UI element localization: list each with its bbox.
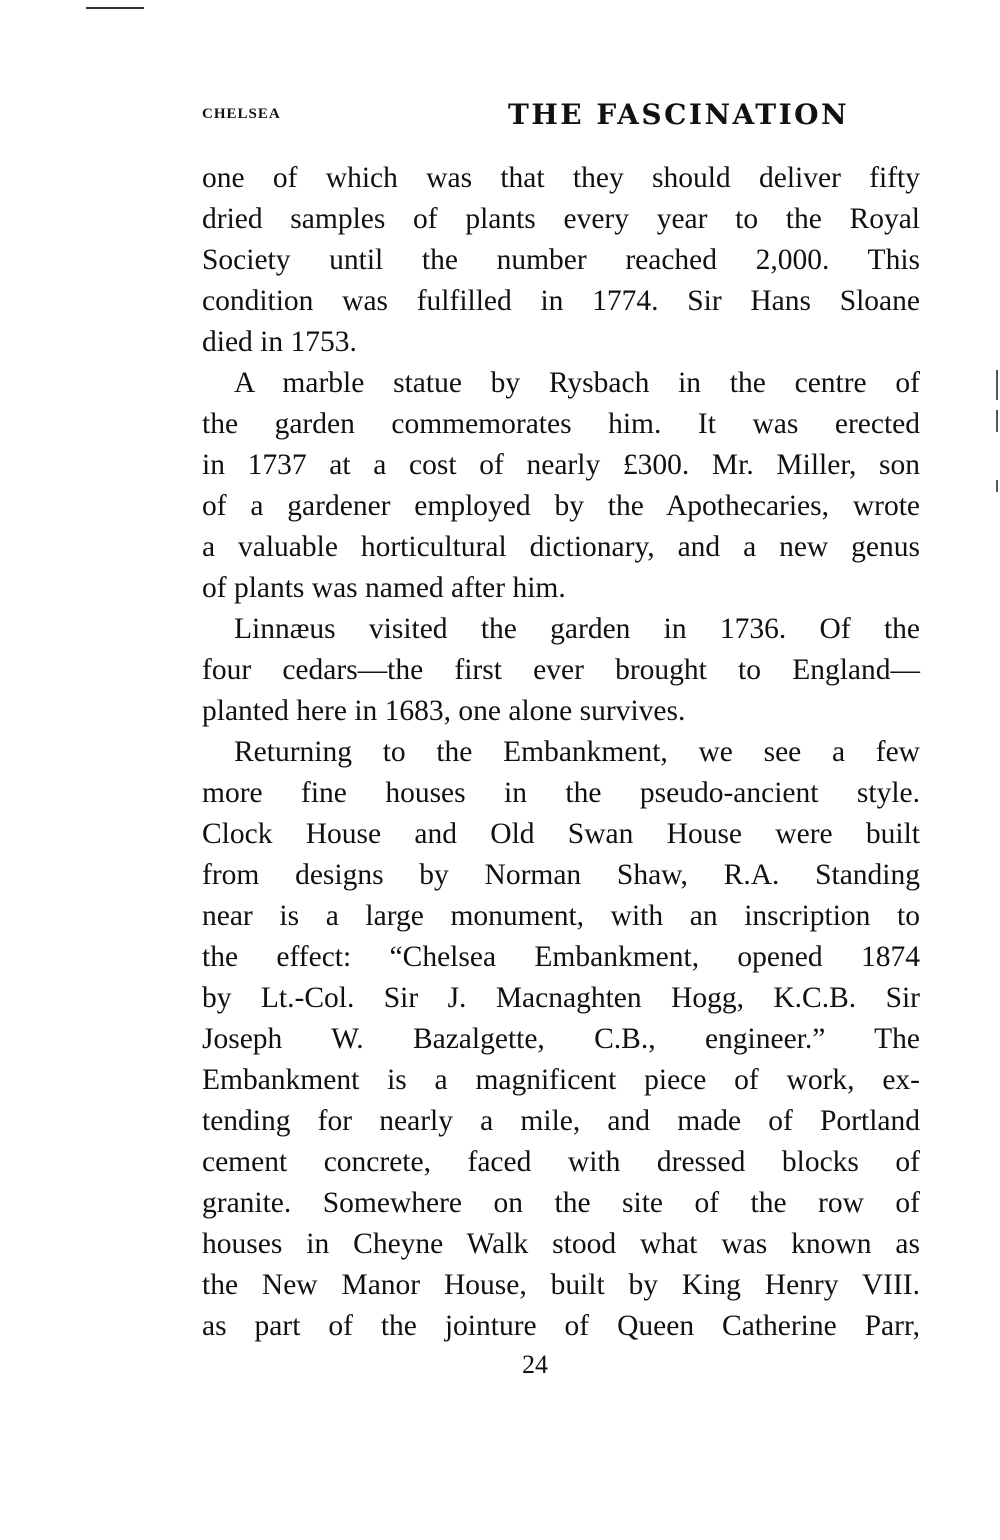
text-line: the garden commemorates him. It was erected bbox=[202, 408, 920, 440]
text-line: in 1737 at a cost of nearly £300. Mr. Miller, son bbox=[202, 449, 920, 481]
text-line: Linnæus visited the garden in 1736. Of the bbox=[234, 613, 920, 645]
text-line: died in 1753. bbox=[202, 326, 357, 358]
page-number: 24 bbox=[522, 1350, 548, 1379]
text-line: houses in Cheyne Walk stood what was known as bbox=[202, 1228, 920, 1260]
scan-mark bbox=[86, 7, 144, 9]
text-line: Clock House and Old Swan House were built bbox=[202, 818, 920, 850]
text-line: Returning to the Embankment, we see a few bbox=[234, 736, 920, 768]
body-text bbox=[202, 158, 920, 1347]
text-line: Society until the number reached 2,000. This bbox=[202, 244, 920, 276]
text-line: the New Manor House, built by King Henry VIII. bbox=[202, 1269, 920, 1301]
text-line: granite. Somewhere on the site of the row of bbox=[202, 1187, 920, 1219]
text-line: tending for nearly a mile, and made of Portland bbox=[202, 1105, 920, 1137]
text-line: planted here in 1683, one alone survives. bbox=[202, 695, 686, 727]
text-line: near is a large monument, with an inscription to bbox=[202, 900, 920, 932]
text-line: A marble statue by Rysbach in the centre of bbox=[234, 367, 920, 399]
text-line: of a gardener employed by the Apothecaries, wrote bbox=[202, 490, 920, 522]
scan-speck bbox=[996, 370, 998, 400]
text-line: by Lt.-Col. Sir J. Macnaghten Hogg, K.C.B. Sir bbox=[202, 982, 920, 1014]
text-line: condition was fulfilled in 1774. Sir Hans Sloane bbox=[202, 285, 920, 317]
running-head-left: CHELSEA bbox=[202, 106, 281, 122]
text-line: Embankment is a magnificent piece of work, ex- bbox=[202, 1064, 920, 1096]
text-line: four cedars—the first ever brought to England— bbox=[202, 654, 920, 686]
text-line: cement concrete, faced with dressed blocks of bbox=[202, 1146, 920, 1178]
text-line: as part of the jointure of Queen Catherine Parr, bbox=[202, 1310, 920, 1342]
text-line: Joseph W. Bazalgette, C.B., engineer.” The bbox=[202, 1023, 920, 1055]
text-line: from designs by Norman Shaw, R.A. Standing bbox=[202, 859, 920, 891]
text-line: one of which was that they should deliver fifty bbox=[202, 162, 920, 194]
text-line: the effect: “Chelsea Embankment, opened 1874 bbox=[202, 941, 920, 973]
text-line: of plants was named after him. bbox=[202, 572, 566, 604]
scan-speck bbox=[996, 480, 998, 492]
text-line: more fine houses in the pseudo-ancient style. bbox=[202, 777, 920, 809]
text-line: dried samples of plants every year to the Royal bbox=[202, 203, 920, 235]
scan-speck bbox=[996, 410, 998, 432]
running-title: THE FASCINATION bbox=[508, 98, 850, 131]
text-line: a valuable horticultural dictionary, and a new genus bbox=[202, 531, 920, 563]
